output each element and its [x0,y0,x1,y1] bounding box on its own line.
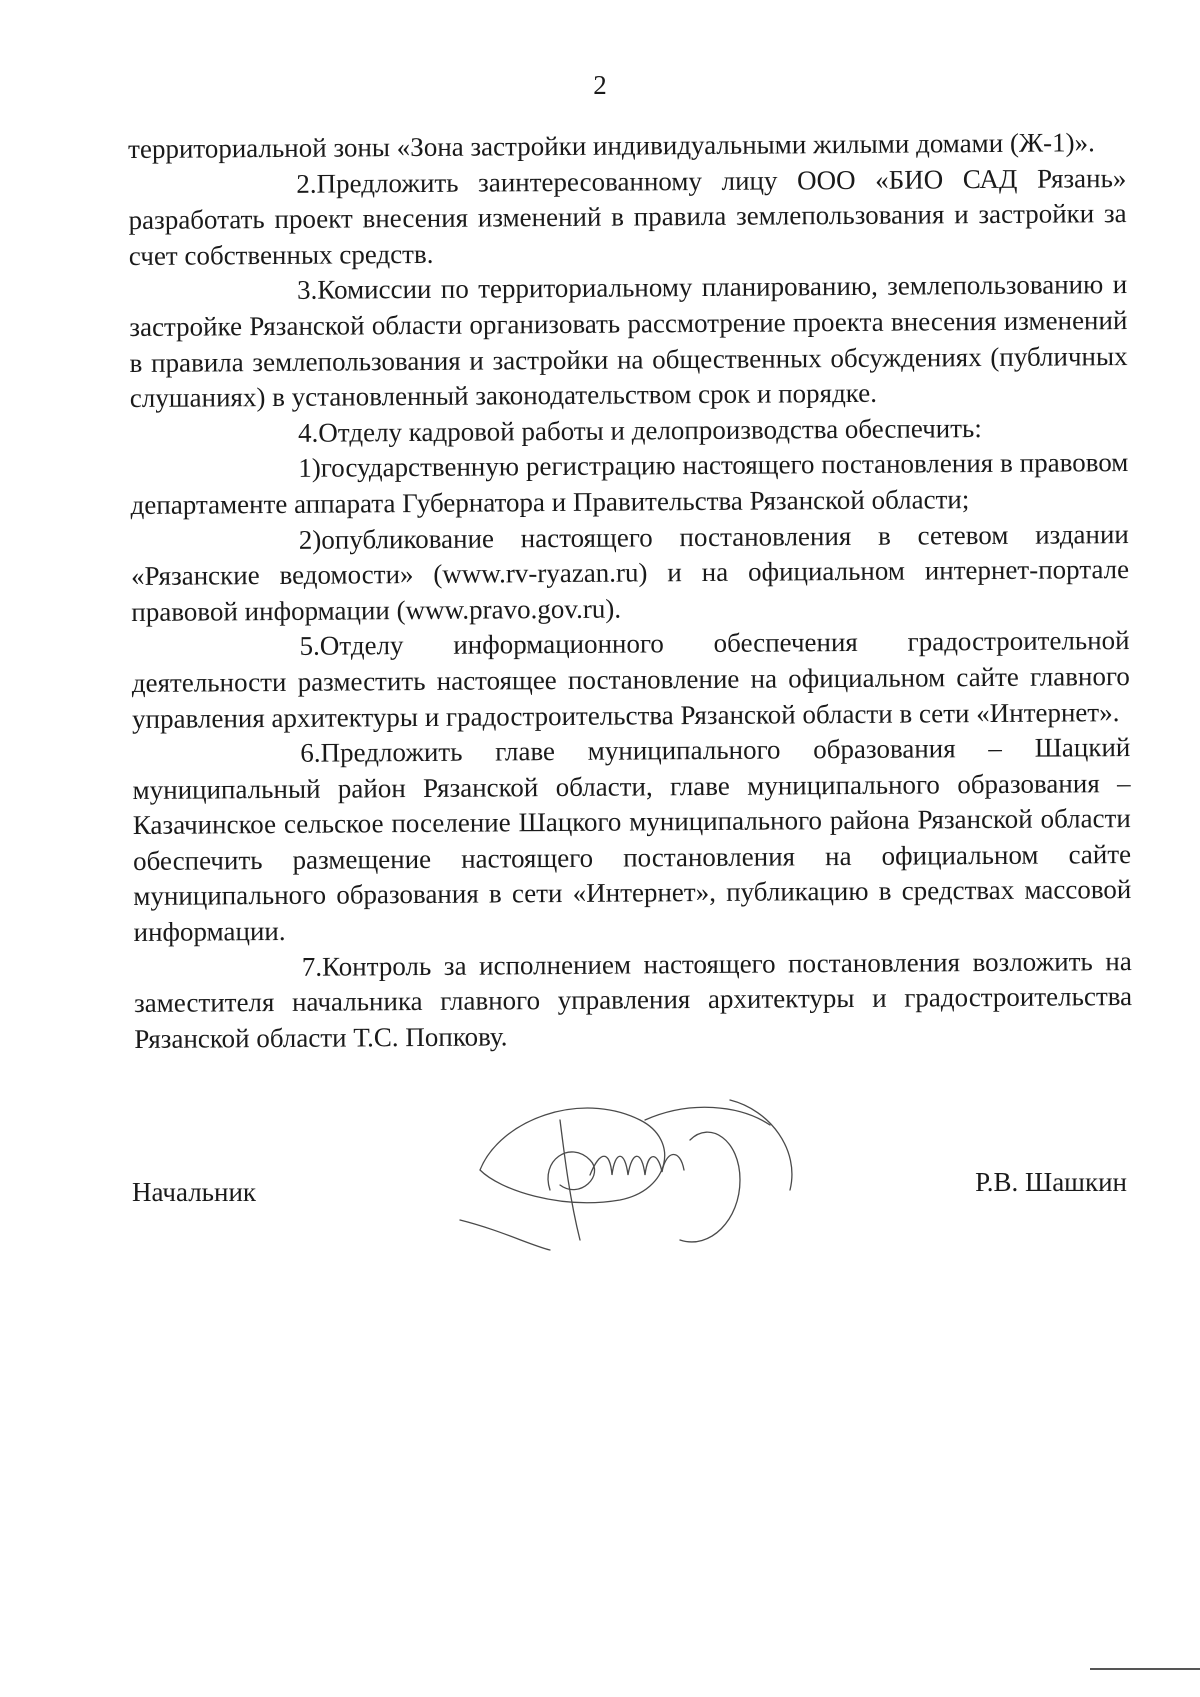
signature-block [132,1167,1127,1217]
paragraph-text: Отделу кадровой работы и делопроизводства обеспечить: [318,412,982,448]
paragraph-2 [128,161,1127,275]
paragraph-4-2 [131,517,1130,631]
paragraph-number: 7. [301,951,323,982]
paragraph-text: Предложить заинтересованному лицу ООО «БИО САД Рязань» разработать проект внесения изменений в правила землепользования и застройки за счет собственных средств. [128,162,1127,271]
document-body [128,125,1132,1057]
paragraph-number: 2) [298,524,322,555]
paragraph-3 [129,267,1128,416]
signatory-name: Р.В. Шашкин [975,1167,1127,1197]
paragraph-text: государственную регистрацию настоящего постановления в правовом департаменте аппарата Губернатора и Правительства Рязанской области; [130,447,1129,520]
signatory-position: Начальник [132,1177,257,1207]
paragraph-number: 6. [300,737,321,768]
paragraph-7 [134,944,1133,1058]
paragraph-5 [131,623,1130,737]
scan-edge-line [1090,1668,1200,1670]
paragraph-number: 3. [297,275,318,306]
paragraph-text: Контроль за исполнением настоящего постановления возложить на заместителя начальника главного управления архитектуры и градостроительства Рязанской области Т.С. Попкову. [133,945,1133,1054]
paragraph-text: Отделу информационного обеспечения градостроительной деятельности разместить настоящее постановление на официальном сайте главного управления архитектуры и градостроительства Рязанской области в сети «Интернет». [131,625,1130,734]
paragraph-number: 2. [296,168,317,199]
paragraph-number: 4. [297,417,319,448]
paragraph-4-1 [130,445,1128,523]
page-number: 2 [593,70,607,100]
paragraph-text: Предложить главе муниципального образования – Шацкий муниципальный район Рязанской области, главе муниципального образования – Казачинское сельское поселение Шацкого муниципального района Рязанской области обеспечить размещение настоящего постановления на официальном сайте муниципального образования в сети «Интернет», публикацию в средствах массовой информации. [132,732,1132,948]
paragraph-6 [132,730,1131,951]
paragraph-number: 1) [298,453,321,484]
paragraph-text: Комиссии по территориальному планированию, землепользованию и застройке Рязанской области организовать рассмотрение проекта внесения изменений в правила землепользования и застройки на общественных обсуждениях (публичных слушаниях) в установленный законодательством срок и порядке. [129,269,1128,414]
paragraph-text: территориальной зоны «Зона застройки индивидуальными жилыми домами (Ж-1)». [128,127,1095,164]
paragraph-number: 5. [299,630,320,662]
paragraph-text: опубликование настоящего постановления в сетевом издании «Рязанские ведомости» (www.rv-ryazan.ru) и на официальном интернет-портале правовой информации (www.pravo.gov.ru). [130,518,1130,627]
